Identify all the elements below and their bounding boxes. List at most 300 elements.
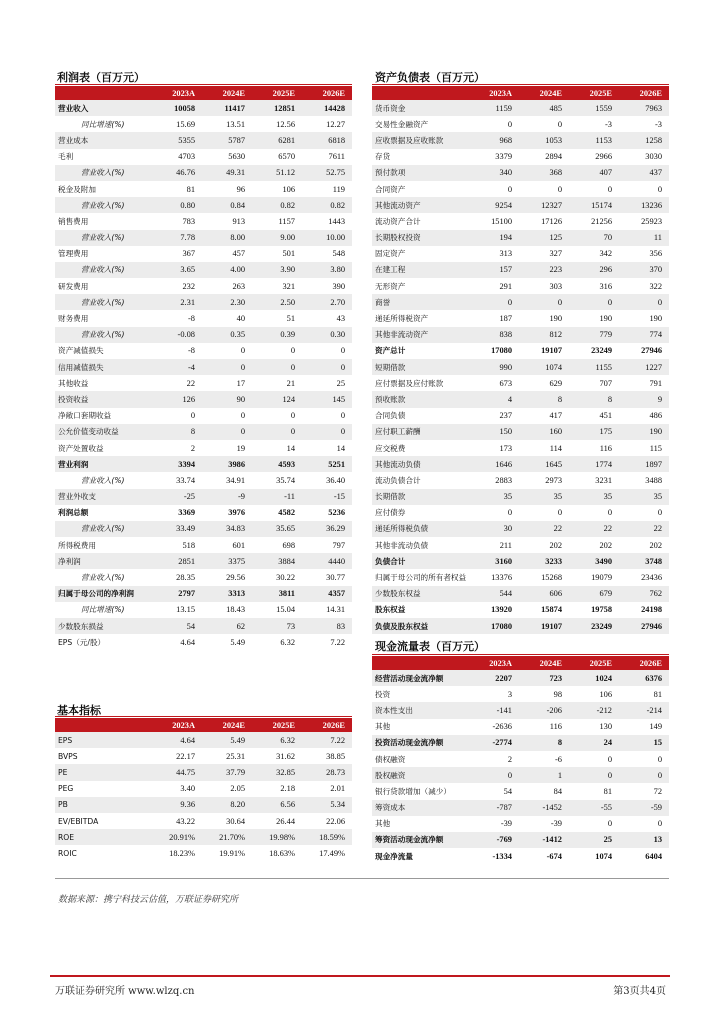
row-value: 43.22 <box>176 816 195 826</box>
row-value: 2797 <box>152 586 202 602</box>
row-value: 485 <box>519 100 569 116</box>
row-value: 49.31 <box>202 165 252 181</box>
row-value: 407 <box>569 165 619 181</box>
row-value: 0 <box>619 294 669 310</box>
table-row <box>55 569 352 585</box>
table-row <box>55 489 352 505</box>
row-value: 98 <box>553 689 562 699</box>
header-year: 2026E <box>302 718 352 732</box>
row-value: 762 <box>619 586 669 602</box>
table-row <box>372 521 669 537</box>
row-label: 短期借款 <box>372 359 469 375</box>
row-value: 417 <box>549 411 562 421</box>
header-blank <box>55 718 152 732</box>
row-value: 0 <box>469 767 519 783</box>
row-value: 3.90 <box>252 262 302 278</box>
row-value: 2.05 <box>230 784 245 794</box>
row-label: 营业收入(%) <box>81 573 125 583</box>
row-label: ROIC <box>58 848 77 858</box>
row-value: 23249 <box>591 346 612 356</box>
table-row <box>372 751 669 767</box>
row-value: 707 <box>599 378 612 388</box>
row-value: 157 <box>469 262 519 278</box>
footer-rule <box>50 975 670 977</box>
row-value: -1452 <box>519 800 569 816</box>
row-value: 3231 <box>595 475 612 485</box>
row-value: 24 <box>569 735 619 751</box>
table-row <box>372 197 669 213</box>
row-value: 6.56 <box>252 797 302 813</box>
table-row <box>55 262 352 278</box>
row-value: 22 <box>619 521 669 537</box>
row-value: -8 <box>188 346 195 356</box>
row-value: 81 <box>186 184 195 194</box>
table-row <box>372 537 669 553</box>
row-value: 2207 <box>469 670 519 686</box>
row-value: 486 <box>649 411 662 421</box>
row-value: 1053 <box>519 132 569 148</box>
row-label: 无形资产 <box>375 281 406 291</box>
row-value: 1024 <box>569 670 619 686</box>
row-value: 12851 <box>252 100 302 116</box>
row-value: 19.91% <box>219 848 245 858</box>
row-value: 51 <box>286 314 295 324</box>
row-value: 15.69 <box>176 119 195 129</box>
row-label: 营业收入(%) <box>55 262 152 278</box>
row-label: EPS <box>55 732 152 748</box>
row-value: 390 <box>332 281 345 291</box>
table-row <box>372 816 669 832</box>
table-row <box>372 767 669 783</box>
row-value: 367 <box>182 249 195 259</box>
row-value: 119 <box>332 184 345 194</box>
row-value: 126 <box>152 391 202 407</box>
table-row <box>372 327 669 343</box>
row-value: 2883 <box>495 475 512 485</box>
row-value: 3313 <box>202 586 252 602</box>
row-value: 21.70% <box>202 829 252 845</box>
row-value: 5251 <box>302 456 352 472</box>
row-value: 17.49% <box>319 848 345 858</box>
row-value: 1559 <box>569 100 619 116</box>
table-row <box>372 735 669 751</box>
header-year: 2025E <box>569 86 619 100</box>
row-label: 其他流动负债 <box>372 456 469 472</box>
row-value: 0 <box>202 359 252 375</box>
row-value: 62 <box>202 618 252 634</box>
table-row <box>55 553 352 569</box>
row-value: 4 <box>469 391 519 407</box>
row-value: 30 <box>469 521 519 537</box>
row-label: ROE <box>55 829 152 845</box>
row-value: -55 <box>569 800 619 816</box>
row-label: 投资收益 <box>55 391 152 407</box>
row-value: 23436 <box>641 573 662 583</box>
row-value: 0 <box>569 294 619 310</box>
row-label: BVPS <box>58 751 78 761</box>
row-label: 负债及股东权益 <box>372 618 469 634</box>
row-label: 其他非流动资产 <box>372 327 469 343</box>
row-value: 968 <box>469 132 519 148</box>
row-value: 0 <box>607 754 612 764</box>
table-row <box>55 748 352 764</box>
row-label: 归属于母公司的净利润 <box>55 586 152 602</box>
table-row <box>372 456 669 472</box>
metrics-title: 基本指标 <box>57 704 101 717</box>
table-row <box>55 359 352 375</box>
row-label: 应付职工薪酬 <box>372 424 469 440</box>
row-value: 190 <box>619 424 669 440</box>
row-value: 1 <box>519 767 569 783</box>
row-value: -3 <box>655 119 662 129</box>
row-label: 投资 <box>375 689 391 699</box>
table-row <box>372 489 669 505</box>
row-value: 0 <box>240 346 245 356</box>
header-year: 2023A <box>469 86 519 100</box>
row-value: 3976 <box>228 508 245 518</box>
table-row <box>372 294 669 310</box>
row-value: 43 <box>336 314 345 324</box>
row-value: 3030 <box>645 152 662 162</box>
table-row <box>55 343 352 359</box>
row-value: -11 <box>252 489 302 505</box>
row-value: 10058 <box>152 100 202 116</box>
row-value: 83 <box>302 618 352 634</box>
table-row <box>372 553 669 569</box>
table-header-row <box>55 718 352 732</box>
row-value: 3.65 <box>152 262 202 278</box>
row-value: 116 <box>549 722 562 732</box>
row-label: 递延所得税资产 <box>375 314 429 324</box>
row-value: 791 <box>649 378 662 388</box>
row-label: 流动资产合计 <box>375 216 421 226</box>
row-label: 营业收入(%) <box>55 230 152 246</box>
row-value: 175 <box>569 424 619 440</box>
row-value: -214 <box>619 702 669 718</box>
row-value: 12.56 <box>276 119 295 129</box>
cashflow-table <box>372 656 669 864</box>
row-value: 8.20 <box>202 797 252 813</box>
row-value: 1897 <box>619 456 669 472</box>
table-row <box>55 116 352 132</box>
row-label: 商誉 <box>372 294 469 310</box>
header-year: 2026E <box>619 656 669 670</box>
row-value: 37.79 <box>202 764 252 780</box>
row-value: 13920 <box>491 605 512 615</box>
row-value: 6570 <box>278 152 295 162</box>
row-label: 资产减值损失 <box>58 346 104 356</box>
header-blank <box>372 656 469 670</box>
row-label: 营业收入(%) <box>55 294 152 310</box>
row-value: 223 <box>519 262 569 278</box>
row-value: 14428 <box>302 100 352 116</box>
row-value: 18.63% <box>269 848 295 858</box>
row-value: 601 <box>232 540 245 550</box>
row-value: -8 <box>188 314 195 324</box>
row-label: 预收账款 <box>372 391 469 407</box>
row-value: 211 <box>499 540 512 550</box>
table-row <box>372 213 669 229</box>
header-year: 2025E <box>252 86 302 100</box>
row-value: -2774 <box>469 735 519 751</box>
row-value: 27946 <box>641 346 662 356</box>
row-value: 2851 <box>152 553 202 569</box>
row-value: 0 <box>240 411 245 421</box>
row-value: 2.31 <box>152 294 202 310</box>
row-value: 313 <box>499 249 512 259</box>
row-value: 81 <box>653 689 662 699</box>
row-value: 35 <box>469 489 519 505</box>
row-value: 24198 <box>641 605 662 615</box>
row-value: 202 <box>599 540 612 550</box>
table-row <box>55 797 352 813</box>
row-value: 0 <box>657 819 662 829</box>
row-value: 35 <box>619 489 669 505</box>
row-value: 2.50 <box>252 294 302 310</box>
row-value: 8.00 <box>202 230 252 246</box>
row-value: -206 <box>519 702 569 718</box>
row-value: -674 <box>546 851 562 861</box>
row-value: 4440 <box>302 553 352 569</box>
table-row <box>372 375 669 391</box>
row-value: 3488 <box>645 475 662 485</box>
row-label: 资本性支出 <box>372 702 469 718</box>
row-label: 营业收入(%) <box>55 521 152 537</box>
row-value: 13.51 <box>226 119 245 129</box>
row-value: 5.34 <box>302 797 352 813</box>
row-value: 21256 <box>591 216 612 226</box>
row-value: 145 <box>302 391 352 407</box>
row-label: PEG <box>58 784 74 794</box>
row-value: 9254 <box>469 197 519 213</box>
row-value: 28.73 <box>302 764 352 780</box>
row-value: 130 <box>599 722 612 732</box>
row-value: 2.70 <box>302 294 352 310</box>
row-value: 783 <box>182 216 195 226</box>
header-year: 2026E <box>302 86 352 100</box>
table-row <box>372 116 669 132</box>
table-row <box>55 440 352 456</box>
row-label: 所得税费用 <box>58 540 96 550</box>
row-value: 342 <box>599 249 612 259</box>
row-value: 115 <box>649 443 662 453</box>
row-value: 2966 <box>595 152 612 162</box>
row-value: 38.85 <box>326 751 345 761</box>
table-header-row <box>372 86 669 100</box>
table-row <box>55 764 352 780</box>
row-value: 25.31 <box>226 751 245 761</box>
row-value: 3811 <box>252 586 302 602</box>
row-value: 774 <box>619 327 669 343</box>
table-row <box>372 359 669 375</box>
row-value: 0 <box>190 411 195 421</box>
row-value: -1334 <box>492 851 512 861</box>
row-value: 13376 <box>491 573 512 583</box>
row-value: 0 <box>657 184 662 194</box>
row-value: 70 <box>569 230 619 246</box>
row-value: 149 <box>649 722 662 732</box>
table-row <box>372 848 669 864</box>
row-label: 长期借款 <box>372 489 469 505</box>
row-value: 629 <box>549 378 562 388</box>
metrics-table <box>55 718 352 862</box>
row-value: 25923 <box>641 216 662 226</box>
table-row <box>372 230 669 246</box>
row-value: 797 <box>332 540 345 550</box>
row-value: 72 <box>653 786 662 796</box>
row-label: 资产处置收益 <box>58 443 104 453</box>
row-value: 30.77 <box>326 573 345 583</box>
row-value: 2.30 <box>202 294 252 310</box>
row-label: 其他收益 <box>58 378 89 388</box>
row-label: 经营活动现金流净额 <box>372 670 469 686</box>
row-value: 1258 <box>619 132 669 148</box>
row-value: 40 <box>236 314 245 324</box>
row-value: 0 <box>202 424 252 440</box>
row-value: 2973 <box>545 475 562 485</box>
row-value: 1645 <box>519 456 569 472</box>
header-blank <box>372 86 469 100</box>
row-value: 35 <box>519 489 569 505</box>
table-row <box>372 670 669 686</box>
table-row <box>55 424 352 440</box>
table-row <box>55 132 352 148</box>
source-note: 数据来源：携宁科技云估值，万联证券研究所 <box>58 895 239 905</box>
row-value: 96 <box>236 184 245 194</box>
row-value: 22.06 <box>326 816 345 826</box>
row-value: 32.85 <box>252 764 302 780</box>
row-value: 518 <box>182 540 195 550</box>
row-value: 190 <box>649 314 662 324</box>
row-value: 0 <box>557 184 562 194</box>
row-value: 73 <box>252 618 302 634</box>
row-value: 0.82 <box>252 197 302 213</box>
row-value: 1159 <box>469 100 519 116</box>
table-row <box>55 732 352 748</box>
row-value: 52.75 <box>302 165 352 181</box>
balance-table <box>372 86 669 634</box>
row-value: -15 <box>302 489 352 505</box>
row-value: 3379 <box>495 152 512 162</box>
row-value: -3 <box>605 119 612 129</box>
row-value: 263 <box>232 281 245 291</box>
row-label: 债权融资 <box>375 754 406 764</box>
row-label: PB <box>55 797 152 813</box>
row-label: 固定资产 <box>375 249 406 259</box>
row-value: -4 <box>152 359 202 375</box>
table-row <box>372 132 669 148</box>
row-value: 15874 <box>541 605 562 615</box>
table-row <box>55 602 352 618</box>
row-value: 30.64 <box>226 816 245 826</box>
row-value: 187 <box>499 314 512 324</box>
row-value: 4703 <box>178 152 195 162</box>
row-value: 6818 <box>302 132 352 148</box>
row-value: 3369 <box>178 508 195 518</box>
row-value: 1443 <box>328 216 345 226</box>
row-value: 838 <box>469 327 519 343</box>
table-row <box>55 521 352 537</box>
row-value: -6 <box>555 754 562 764</box>
row-value: 7611 <box>328 152 345 162</box>
table-row <box>372 702 669 718</box>
table-row <box>372 586 669 602</box>
row-value: 84 <box>553 786 562 796</box>
table-row <box>55 246 352 262</box>
row-value: 35.74 <box>276 475 295 485</box>
row-value: 15.04 <box>276 605 295 615</box>
table-row <box>55 278 352 294</box>
row-value: 0 <box>607 508 612 518</box>
row-value: 15100 <box>491 216 512 226</box>
table-row <box>372 310 669 326</box>
table-row <box>55 375 352 391</box>
row-value: 51.12 <box>252 165 302 181</box>
table-row <box>372 569 669 585</box>
row-value: 8 <box>569 391 619 407</box>
row-value: 0 <box>302 424 352 440</box>
row-label: 净敞口套期收益 <box>58 411 112 421</box>
row-value: 13.15 <box>176 605 195 615</box>
row-value: 106 <box>282 184 295 194</box>
table-row <box>372 278 669 294</box>
row-value: 5787 <box>202 132 252 148</box>
table-row <box>372 602 669 618</box>
table-row <box>372 149 669 165</box>
row-label: EPS（元/股） <box>58 637 106 647</box>
row-value: 124 <box>252 391 302 407</box>
row-value: 1774 <box>569 456 619 472</box>
row-label: PE <box>55 764 152 780</box>
metrics-title-rule <box>55 716 352 717</box>
row-value: 6.32 <box>280 637 295 647</box>
row-value: 160 <box>519 424 569 440</box>
row-label: 归属于母公司的所有者权益 <box>375 573 467 583</box>
table-row <box>55 537 352 553</box>
table-row <box>55 181 352 197</box>
row-label: 预付款项 <box>372 165 469 181</box>
row-value: 303 <box>549 281 562 291</box>
row-value: 19107 <box>541 346 562 356</box>
row-value: 0 <box>252 424 302 440</box>
row-value: 606 <box>519 586 569 602</box>
row-value: 6.32 <box>252 732 302 748</box>
row-label: 营业收入(%) <box>81 475 125 485</box>
row-value: -212 <box>569 702 619 718</box>
row-value: 0.80 <box>152 197 202 213</box>
row-value: 20.91% <box>152 829 202 845</box>
row-value: -1412 <box>519 832 569 848</box>
table-row <box>372 440 669 456</box>
row-label: 毛利 <box>58 152 74 162</box>
row-value: 9.36 <box>152 797 202 813</box>
row-label: 交易性金融资产 <box>375 119 429 129</box>
header-year: 2025E <box>569 656 619 670</box>
row-value: 12327 <box>519 197 569 213</box>
row-value: 6281 <box>252 132 302 148</box>
row-value: 8 <box>519 735 569 751</box>
table-row <box>55 618 352 634</box>
row-label: 其他流动资产 <box>372 197 469 213</box>
row-value: 5.49 <box>202 732 252 748</box>
row-value: 370 <box>619 262 669 278</box>
row-label: 存货 <box>375 152 391 162</box>
row-value: 18.23% <box>169 848 195 858</box>
row-value: 7.78 <box>152 230 202 246</box>
row-value: 698 <box>282 540 295 550</box>
row-value: 8 <box>152 424 202 440</box>
row-value: 3233 <box>519 553 569 569</box>
